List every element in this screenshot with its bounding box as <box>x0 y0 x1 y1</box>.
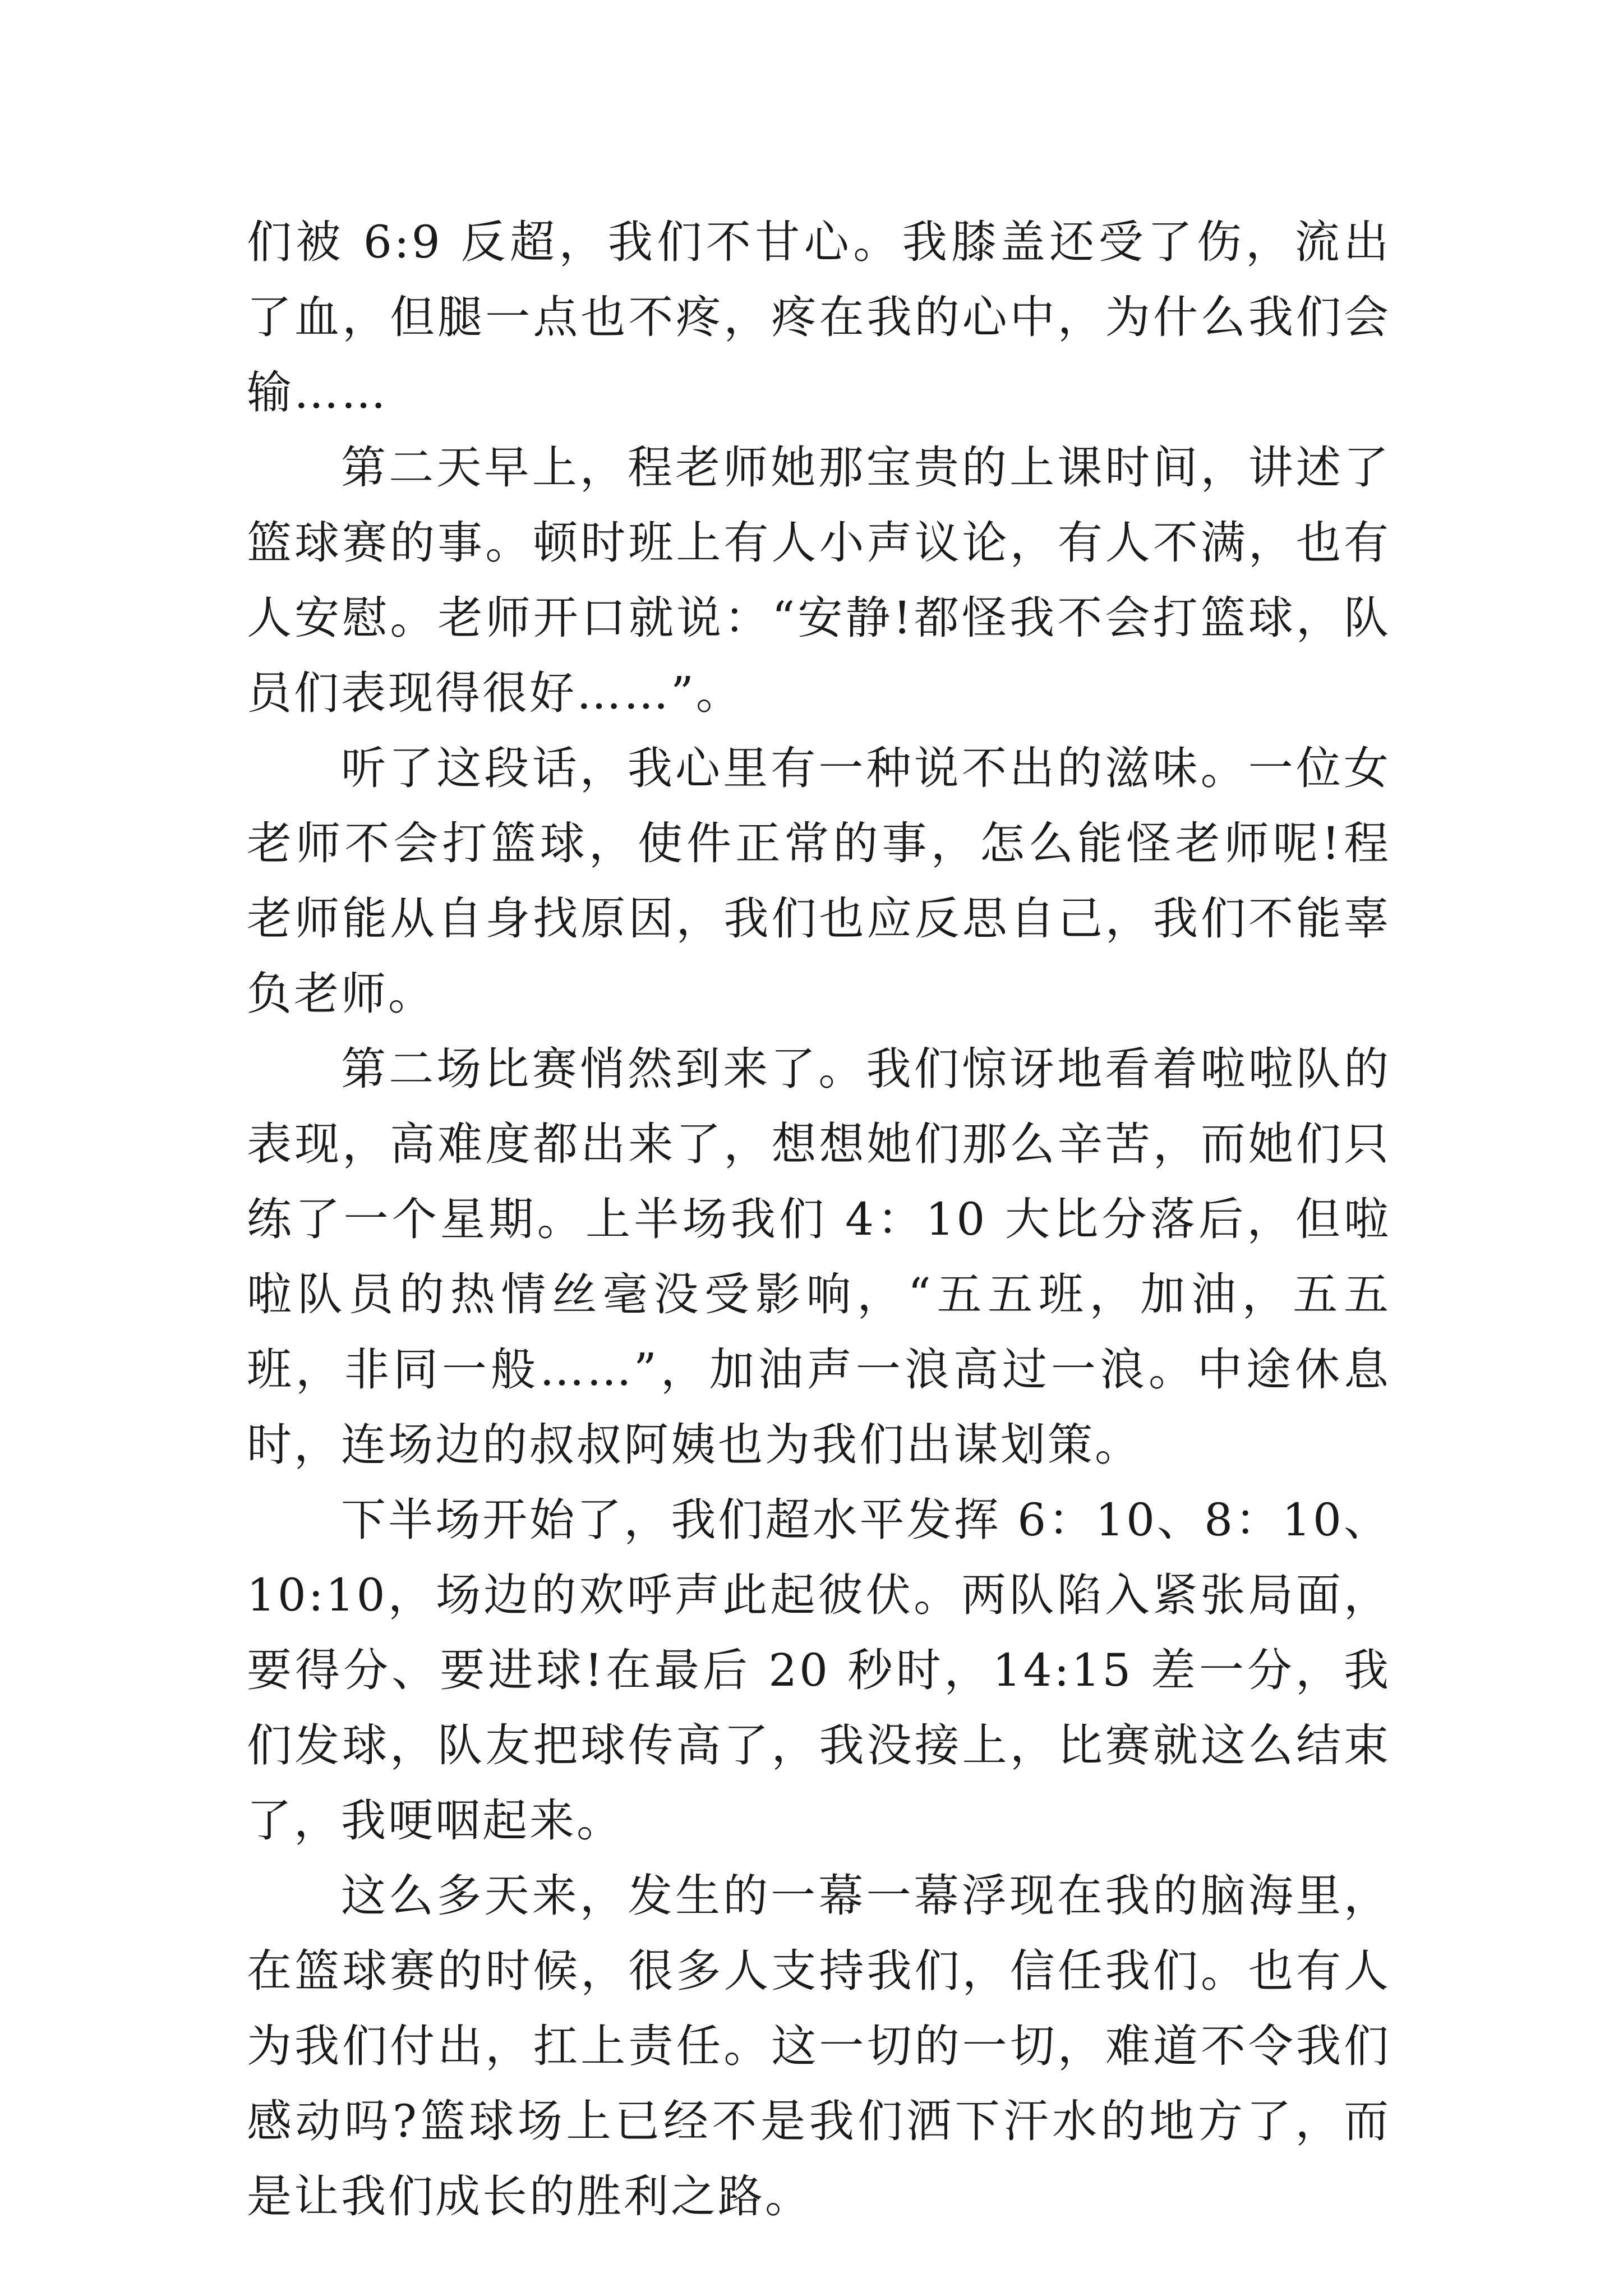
paragraph-6: 这么多天来，发生的一幕一幕浮现在我的脑海里，在篮球赛的时候，很多人支持我们，信任我们。也有人为我们付出，扛上责任。这一切的一切，难道不令我们感动吗?篮球场上已经不是我们洒下汗水的地方了，而是让我们成长的胜利之路。 <box>247 1870 1391 2223</box>
paragraph-1: 们被 6:9 反超，我们不甘心。我膝盖还受了伤，流出了血，但腿一点也不疼，疼在我的心中，为什么我们会输…… <box>247 216 1391 418</box>
paragraph-3: 听了这段话，我心里有一种说不出的滋味。一位女老师不会打篮球，使件正常的事，怎么能怪老师呢!程老师能从自身找原因，我们也应反思自己，我们不能辜负老师。 <box>247 742 1391 1020</box>
paragraph-5: 下半场开始了，我们超水平发挥 6：10、8：10、10:10，场边的欢呼声此起彼伏。两队陷入紧张局面，要得分、要进球!在最后 20 秒时，14:15 差一分，我们发球，队友把球传高了，我没接上，比赛就这么结束了，我哽咽起来。 <box>247 1494 1391 1847</box>
paragraph-4: 第二场比赛悄然到来了。我们惊讶地看着啦啦队的表现，高难度都出来了，想想她们那么辛苦，而她们只练了一个星期。上半场我们 4：10 大比分落后，但啦啦队员的热情丝毫没受影响，“五五班，加油，五五班，非同一般……”，加油声一浪高过一浪。中途休息时，连场边的叔叔阿姨也为我们出谋划策。 <box>247 1043 1391 1471</box>
paragraph-2: 第二天早上，程老师她那宝贵的上课时间，讲述了篮球赛的事。顿时班上有人小声议论，有人不满，也有人安慰。老师开口就说：“安静!都怪我不会打篮球，队员们表现得很好……”。 <box>247 441 1391 719</box>
document-body <box>247 205 1391 2234</box>
